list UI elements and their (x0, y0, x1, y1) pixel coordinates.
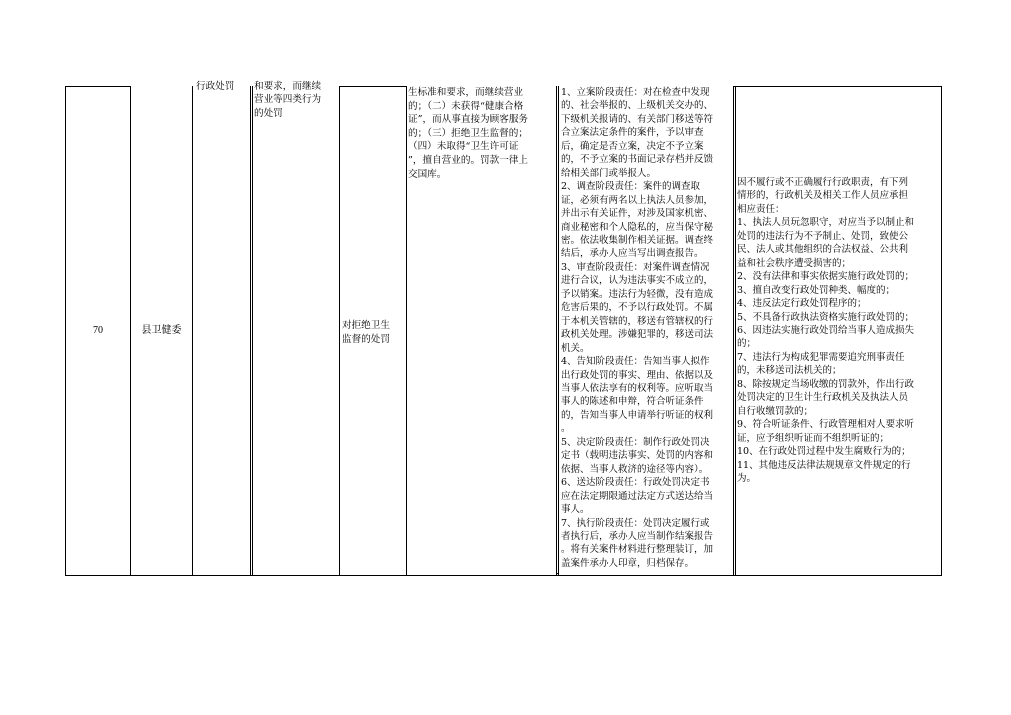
column-divider (558, 86, 559, 576)
column-divider (733, 86, 734, 576)
column-divider (250, 86, 251, 576)
column-divider (339, 86, 340, 576)
responsibility-text: 1、立案阶段责任：对在检查中发现 的、社会举报的、上级机关交办的、 下级机关报请的、有关部门移送等符 合立案法定条件的案件，予以审查 后，确定是否立案，决定不予立案 的，不予立案的书面记录存档并反馈 给相关部门或举报人。 2、调查阶段责任：案件的调查取 证，必须有两名以上执法人员参加， 并出示有关证件，对涉及国家机密、 商业秘密和个人隐私的，应当保守秘 密。依法收集制作相关证据。调查终 结后，承办人应当写出调查报告。 3、审查阶段责任：对案件调查情况 进行合议，认为违法事实不成立的， 予以销案。违法行为轻微，没有造成 危害后果的，不予以行政处罚。不属 于本机关管辖的，移送有管辖权的行 政机关处理。涉嫌犯罪的，移送司法 机关。 4、告知阶段责任：告知当事人拟作 出行政处罚的事实、理由、依据以及 当事人依法享有的权利等。应听取当 事人的陈述和申辩，符合听证条件 的，告知当事人申请举行听证的权利 。 5、决定阶段责任：制作行政处罚决 定书（载明违法事实、处罚的内容和 依据、当事人救济的途径等内容）。 6、送达阶段责任：行政处罚决定书 应在法定期限通过法定方式送达给当 事人。 7、执行阶段责任：处罚决定履行或 者执行后，承办人应当制作结案报告 。将有关案件材料进行整理装订，加 盖案件承办人印章，归档保存。 (561, 87, 714, 569)
row-number: 70 (93, 325, 103, 337)
penalty-text: 生标准和要求，而继续营业 的；（二）未获得“健康合格 证”，而从事直接为顾客服务 的；（三）拒绝卫生监督的； （四）未取得“卫生许可证 ”，擅自营业的。罚款一律上 交国库。 (408, 87, 529, 180)
table-border-bottom (65, 575, 942, 576)
column-divider (192, 86, 193, 576)
table-border-top (339, 86, 407, 87)
accountability-text: 因不履行或不正确履行行政职责，有下列 情形的，行政机关及相关工作人员应承担 相应责任： 1、执法人员玩忽职守，对应当予以制止和 处罚的违法行为不予制止、处罚，致使公 民、法人或其他组织的合法权益、公共利 益和社会秩序遭受损害的； 2、没有法律和事实依据实施行政处罚的； 3、擅自改变行政处罚种类、幅度的； 4、违反法定行政处罚程序的； 5、不具备行政执法资格实施行政处罚的； 6、因违法实施行政处罚给当事人造成损失 的； 7、违法行为构成犯罪需要追究刑事责任 的，未移送司法机关的； 8、除按规定当场收缴的罚款外，作出行政 处罚决定的卫生计生行政机关及执法人员 自行收缴罚款的； 9、符合听证条件、行政管理相对人要求听 证，应予组织听证而不组织听证的； 10、在行政处罚过程中发生腐败行为的； 11、其他违反法律法规规章文件规定的行 为。 (737, 177, 915, 484)
table-border-right (941, 86, 942, 576)
table-border-top (733, 86, 942, 87)
basis-fragment: 和要求，而继续 营业等四类行为 的处罚 (254, 81, 322, 119)
table-border-bottom (556, 573, 559, 574)
item-name: 对拒绝卫生 监督的处罚 (342, 320, 390, 345)
column-divider (252, 86, 253, 576)
column-divider (406, 86, 407, 576)
department: 县卫健委 (141, 325, 182, 337)
column-divider (735, 86, 736, 576)
column-divider (556, 86, 557, 576)
category-fragment: 行政处罚 (196, 81, 235, 92)
